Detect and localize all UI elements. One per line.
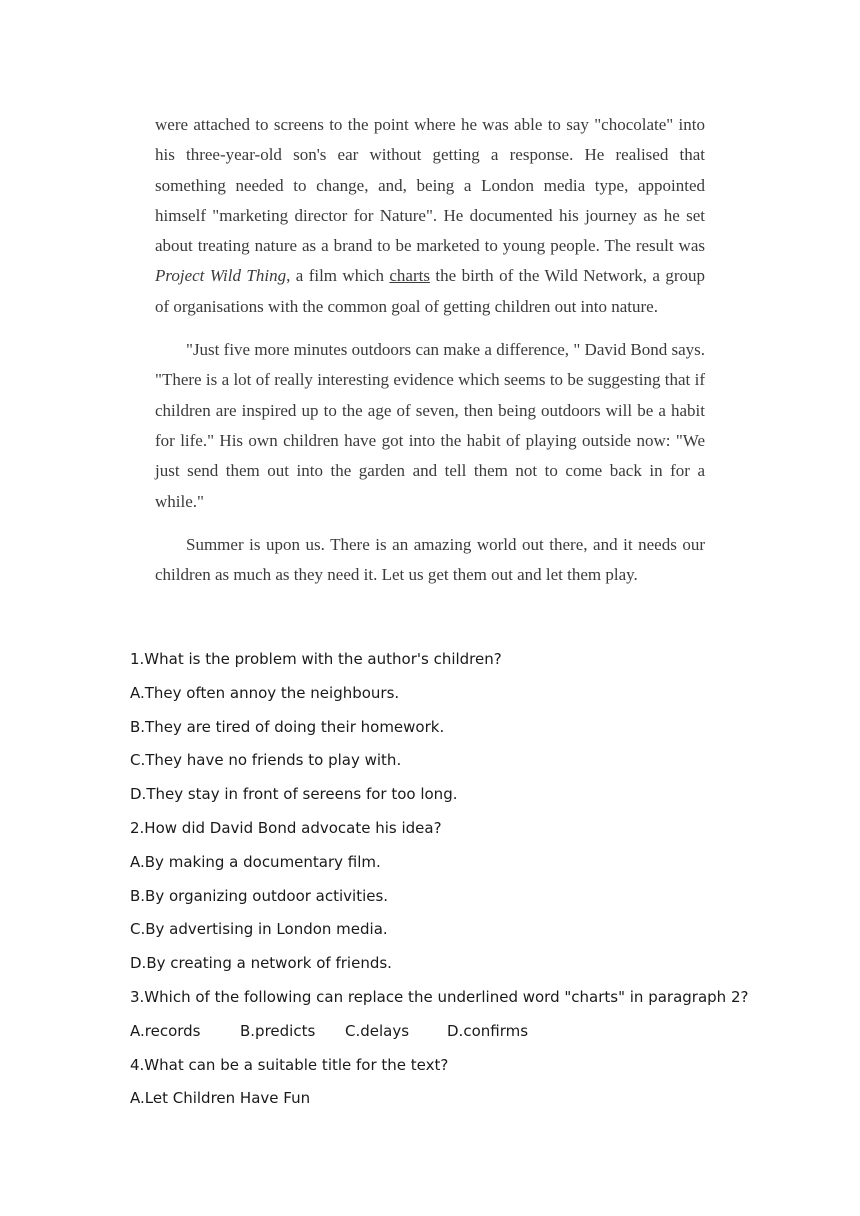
question-4-option-a: A.Let Children Have Fun [130,1089,311,1108]
question-1-option-a: A.They often annoy the neighbours. [130,683,400,702]
question-2-option-b: B.By organizing outdoor activities. [130,886,389,905]
underlined-word: charts [389,266,430,286]
question-3-options [130,1018,770,1052]
question-2-stem: 2.How did David Bond advocate his idea? [130,818,442,837]
question-3-option-d: D.confirms [447,1021,529,1040]
passage-paragraph-1 [155,110,705,322]
passage-paragraph-2: "Just five more minutes outdoors can make a difference, " David Bond says. "There is a lot of really interesting evidence which seems to be suggesting that if children are inspired up to the age of seven, then being outdoors will be a habit for life." His own children have got into the habit of playing outside now: "We just send them out into the garden and tell them not to come back in for a while." [155,340,705,511]
question-4-stem: 4.What can be a suitable title for the text? [130,1055,449,1074]
question-3-option-b: B.predicts [240,1021,316,1040]
passage-paragraph-3: Summer is upon us. There is an amazing world out there, and it needs our children as much as they need it. Let us get them out and let them play. [155,534,705,585]
paragraph-1-text-end: the birth of the Wild Network, a group of organisations with the common goal of getting children out into nature. [155,266,706,316]
question-3-option-a: A.records [130,1021,201,1040]
reading-passage [155,110,705,603]
question-2-option-c: C.By advertising in London media. [130,920,388,939]
paragraph-1-text-start: were attached to screens to the point where he was able to say "chocolate" into his three-year-old son's ear without getting a response. He realised that something needed to change, and, being a London media type, appointed himself "marketing director for Nature". He documented his journey as he set about treating nature as a brand to be marketed to young people. The result was [155,115,705,256]
paragraph-1-text-mid: , a film which [286,266,390,286]
question-1-option-d: D.They stay in front of sereens for too long. [130,785,458,804]
question-3-stem: 3.Which of the following can replace the underlined word "charts" in paragraph 2? [130,987,749,1006]
question-1-option-b: B.They are tired of doing their homework. [130,717,445,736]
film-title: Project Wild Thing [155,266,287,286]
question-1-stem: 1.What is the problem with the author's children? [130,650,502,668]
question-2-option-d: D.By creating a network of friends. [130,954,392,973]
question-3-option-c: C.delays [345,1021,410,1040]
question-list [130,646,770,1119]
question-2-option-a: A.By making a documentary film. [130,852,381,871]
question-1-option-c: C.They have no friends to play with. [130,751,402,770]
